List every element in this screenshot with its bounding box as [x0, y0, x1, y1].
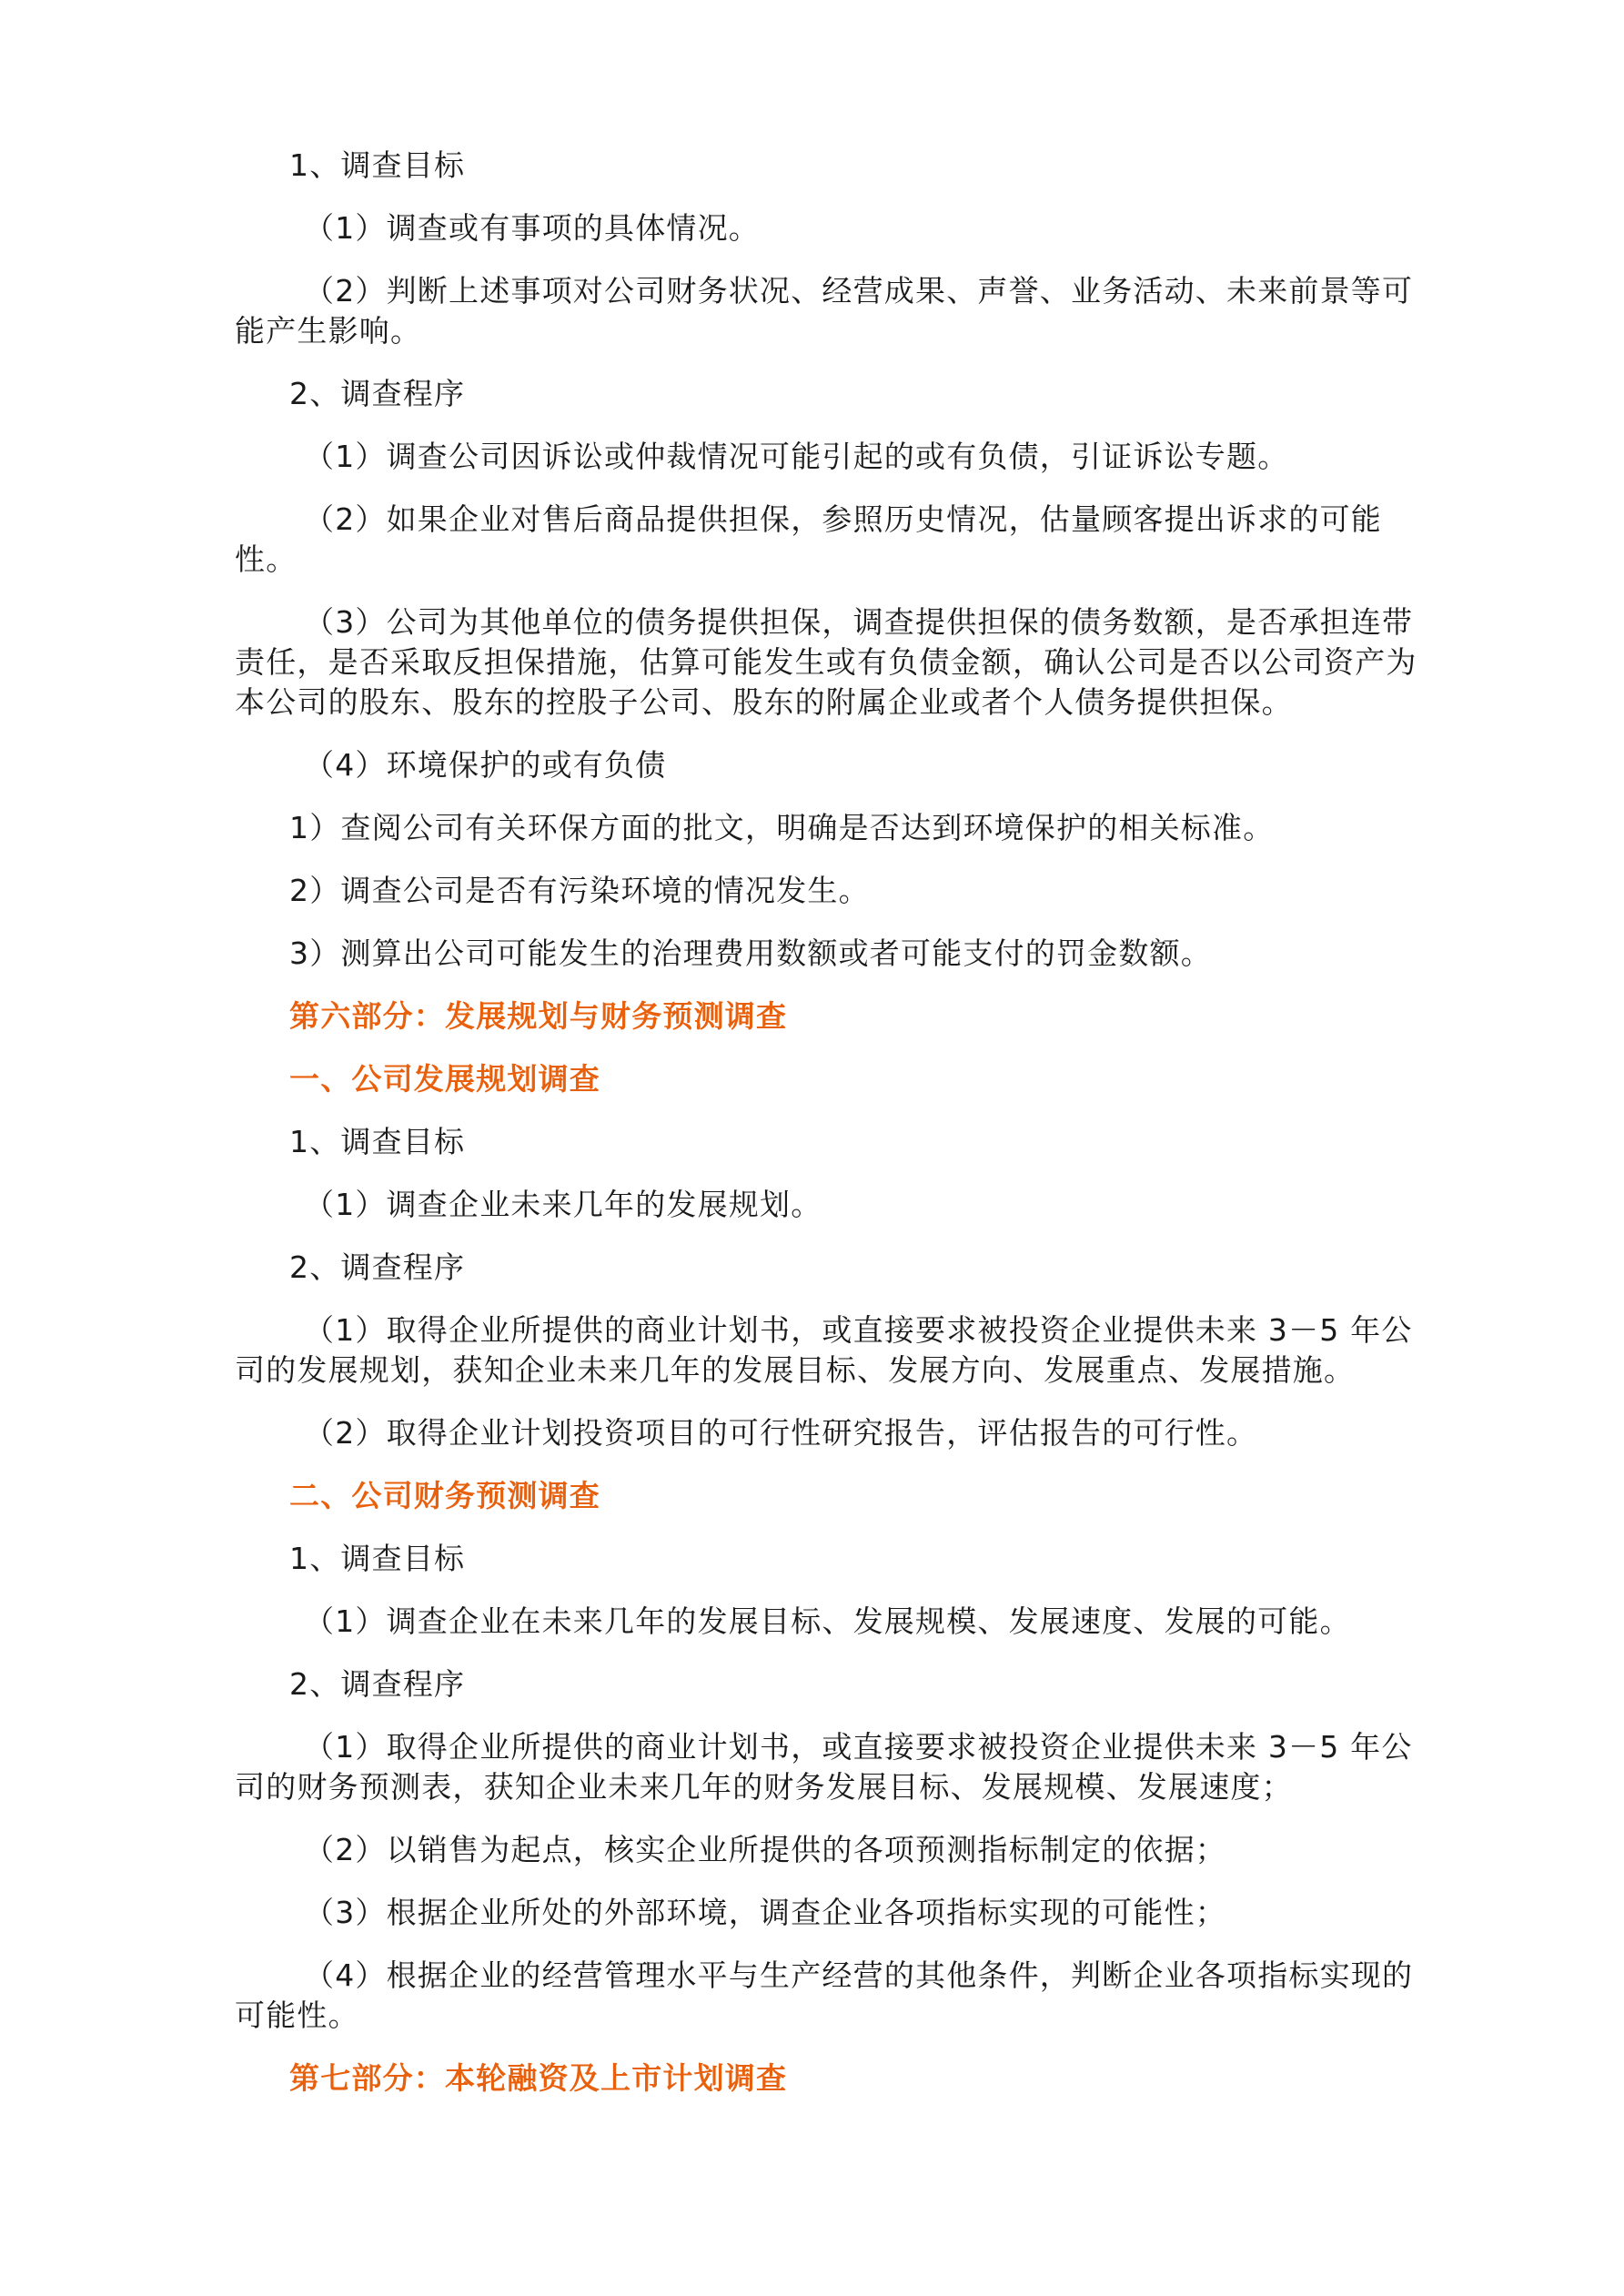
paragraph: 1、调查目标 [289, 1124, 466, 1159]
paragraph: （3）公司为其他单位的债务提供担保，调查提供担保的债务数额，是否承担连带责任，是否采取反担保措施，估算可能发生或有负债金额，确认公司是否以公司资产为本公司的股东、股东的控股子公司、股东的附属企业或者个人债务提供担保。 [235, 604, 1417, 720]
paragraph: 2、调查程序 [289, 1249, 466, 1285]
paragraph: 3）测算出公司可能发生的治理费用数额或者可能支付的罚金数额。 [289, 936, 1212, 971]
paragraph: （1）调查或有事项的具体情况。 [304, 210, 760, 246]
section-heading: 一、公司发展规划调查 [289, 1061, 600, 1097]
section-heading: 二、公司财务预测调查 [289, 1478, 600, 1513]
paragraph: （2）判断上述事项对公司财务状况、经营成果、声誉、业务活动、未来前景等可能产生影响。 [235, 273, 1414, 349]
paragraph: （2）取得企业计划投资项目的可行性研究报告，评估报告的可行性。 [304, 1415, 1258, 1451]
paragraph: 2、调查程序 [289, 376, 466, 411]
paragraph: （2）如果企业对售后商品提供担保，参照历史情况，估量顾客提出诉求的可能性。 [235, 501, 1382, 577]
section-heading: 第六部分：发展规划与财务预测调查 [289, 998, 788, 1034]
paragraph: （2）以销售为起点，核实企业所提供的各项预测指标制定的依据； [304, 1832, 1226, 1867]
paragraph: 1）查阅公司有关环保方面的批文，明确是否达到环境保护的相关标准。 [289, 810, 1275, 845]
paragraph: （1）调查企业未来几年的发展规划。 [304, 1187, 822, 1222]
paragraph: 1、调查目标 [289, 147, 466, 183]
paragraph: （1）取得企业所提供的商业计划书，或直接要求被投资企业提供未来 3－5 年公司的财务预测表，获知企业未来几年的财务发展目标、发展规模、发展速度； [235, 1729, 1413, 1805]
paragraph: （1）调查企业在未来几年的发展目标、发展规模、发展速度、发展的可能。 [304, 1603, 1351, 1639]
section-heading: 第七部分：本轮融资及上市计划调查 [289, 2060, 788, 2096]
paragraph: （4）根据企业的经营管理水平与生产经营的其他条件，判断企业各项指标实现的可能性。 [235, 1957, 1414, 2033]
paragraph: （1）取得企业所提供的商业计划书，或直接要求被投资企业提供未来 3－5 年公司的发展规划，获知企业未来几年的发展目标、发展方向、发展重点、发展措施。 [235, 1312, 1413, 1388]
paragraph: 2）调查公司是否有污染环境的情况发生。 [289, 873, 870, 908]
document-page [235, 146, 1436, 2121]
paragraph: （4）环境保护的或有负债 [304, 747, 667, 783]
paragraph: 2、调查程序 [289, 1666, 466, 1702]
paragraph: （1）调查公司因诉讼或仲裁情况可能引起的或有负债，引证诉讼专题。 [304, 439, 1289, 474]
paragraph: （3）根据企业所处的外部环境，调查企业各项指标实现的可能性； [304, 1895, 1226, 1930]
paragraph: 1、调查目标 [289, 1541, 466, 1576]
